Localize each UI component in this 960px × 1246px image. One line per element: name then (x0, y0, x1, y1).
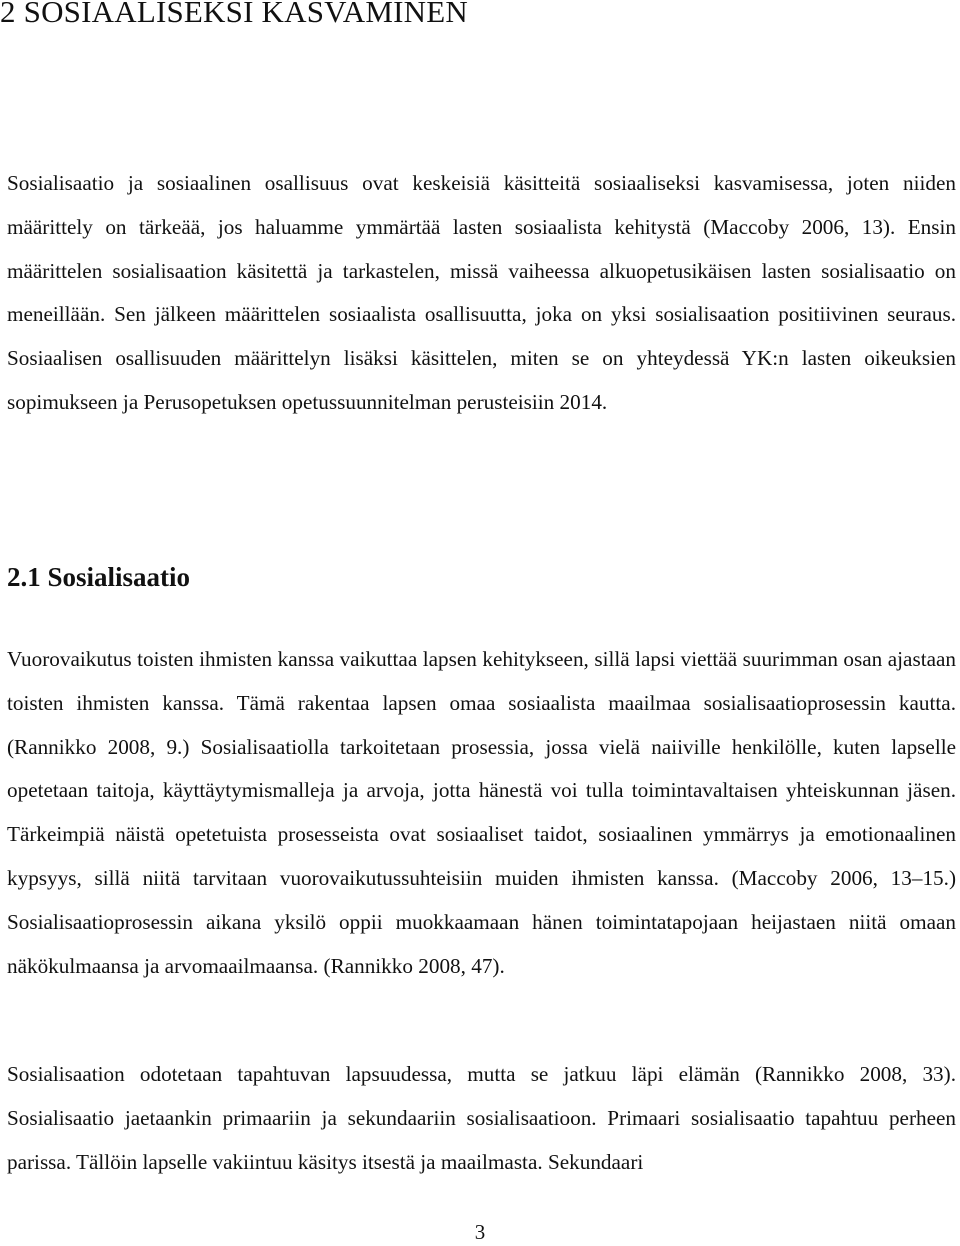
body-paragraph-intro: Sosialisaatio ja sosiaalinen osallisuus ovat keskeisiä käsitteitä sosiaaliseksi kasvamisessa, joten niiden määrittely on tärkeää, jos haluamme ymmärtää lasten sosiaalista kehitystä (Maccoby 2006, 13). Ensin määrittelen sosialisaation käsitettä ja tarkastelen, missä vaiheessa alkuopetusikäisen lasten sosialisaatio on meneillään. Sen jälkeen määrittelen sosiaalista osallisuutta, joka on yksi sosialisaation positiivinen seuraus. Sosiaalisen osallisuuden määrittelyn lisäksi käsittelen, miten se on yhteydessä YK:n lasten oikeuksien sopimukseen ja Perusopetuksen opetussuunnitelman perusteisiin 2014. (7, 171, 956, 414)
body-paragraph-continued: Sosialisaation odotetaan tapahtuvan lapsuudessa, mutta se jatkuu läpi elämän (Rannikko 2008, 33). Sosialisaatio jaetaankin primaariin ja sekundaariin sosialisaatioon. Primaari sosialisaatio tapahtuu perheen parissa. Tällöin lapselle vakiintuu käsitys itsestä ja maailmasta. Sekundaari (7, 1062, 956, 1174)
chapter-heading: 2 SOSIAALISEKSI KASVAMINEN (0, 0, 468, 29)
page-number: 3 (474, 1220, 486, 1244)
section-heading: 2.1 Sosialisaatio (7, 562, 191, 592)
body-paragraph-sosialisaatio: Vuorovaikutus toisten ihmisten kanssa vaikuttaa lapsen kehitykseen, sillä lapsi viettää suurimman osan ajastaan toisten ihmisten kanssa. Tämä rakentaa lapsen omaa sosiaalista maailmaa sosialisaatioprosessin kautta. (Rannikko 2008, 9.) Sosialisaatiolla tarkoitetaan prosessia, jossa vielä naiiville henkilölle, kuten lapselle opetetaan taitoja, käyttäytymismalleja ja arvoja, jotta hänestä voi tulla toimintavaltaisen yhteiskunnan jäsen. Tärkeimpiä näistä opetetuista prosesseista ovat sosiaaliset taidot, sosiaalinen ymmärrys ja emotionaalinen kypsyys, sillä niitä tarvitaan vuorovaikutussuhteisiin muiden ihmisten kanssa. (Maccoby 2006, 13–15.) Sosialisaatioprosessin aikana yksilö oppii muokkaamaan hänen toimintatapojaan heijastaen niitä omaan näkökulmaansa ja arvomaailmaansa. (Rannikko 2008, 47). (7, 647, 956, 978)
